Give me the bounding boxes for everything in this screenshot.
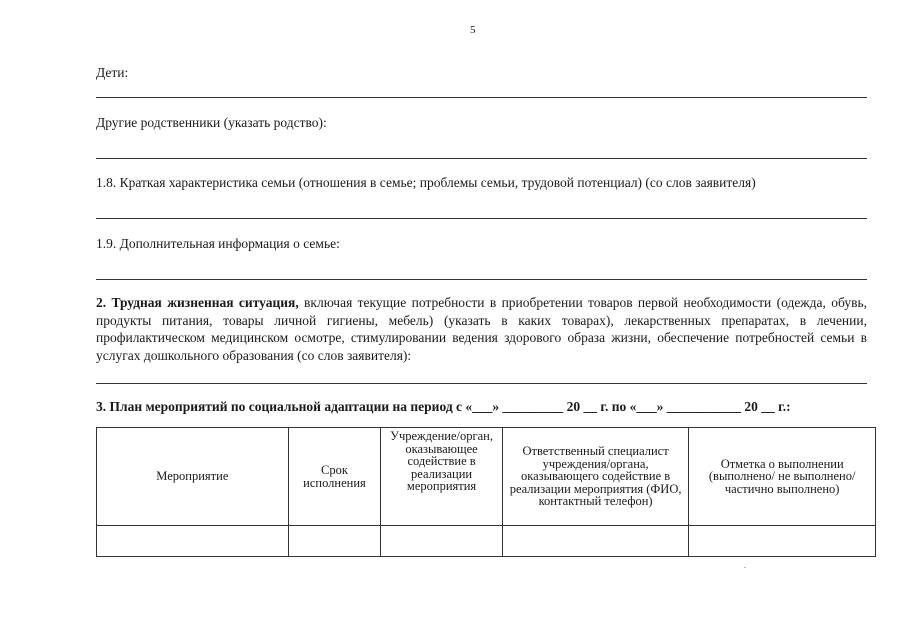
- section2-heading: 2. Трудная жизненная ситуация,: [96, 295, 299, 310]
- table-row: [97, 526, 876, 557]
- other-relatives-label: Другие родственники (указать родство):: [96, 115, 327, 130]
- table-cell-activity[interactable]: [97, 526, 289, 557]
- children-label: Дети:: [96, 65, 129, 80]
- family-characteristics-label: 1.8. Краткая характеристика семьи (отношения в семье; проблемы семьи, трудовой потенциал) (со слов заявителя): [96, 175, 756, 190]
- table-header-row: [97, 428, 876, 526]
- family-characteristics-answer-line[interactable]: [96, 218, 867, 219]
- section2-text: включая текущие потребности в приобретении товаров первой необходимости (одежда, обувь, продукты питания, товары личной гигиены, мебель) (указать в каких товарах), лекарственных препаратах, в лечении, профилактическом медицинском осмотре, стимулировании ведения здорового образа жизни, обеспечение потребностей семьи в услугах дошкольного образования (со слов заявителя):: [96, 295, 867, 363]
- page-number: 5: [470, 24, 476, 36]
- difficult-situation-paragraph: [96, 294, 867, 364]
- col-header-institution: Учреждение/орган, оказывающее содействие в реализации мероприятия: [381, 428, 503, 526]
- table-cell-institution[interactable]: [381, 526, 503, 557]
- table-cell-deadline[interactable]: [288, 526, 381, 557]
- difficult-situation-answer-line[interactable]: [96, 383, 867, 384]
- col-header-responsible-specialist: Ответственный специалист учреждения/органа, оказывающего содействие в реализации мероприятия (ФИО, контактный телефон): [502, 428, 689, 526]
- section3-heading: 3. План мероприятий по социальной адаптации на период с «___» _________ 20 __ г. по «___» ___________ 20 __ г.:: [96, 399, 791, 414]
- additional-info-label: 1.9. Дополнительная информация о семье:: [96, 236, 340, 251]
- children-answer-line[interactable]: [96, 97, 867, 98]
- scan-speck: [744, 567, 746, 568]
- additional-info-answer-line[interactable]: [96, 279, 867, 280]
- table-cell-completion-mark[interactable]: [689, 526, 876, 557]
- other-relatives-answer-line[interactable]: [96, 158, 867, 159]
- col-header-activity: Мероприятие: [97, 428, 289, 526]
- adaptation-plan-table: [96, 427, 876, 557]
- table-cell-responsible-specialist[interactable]: [502, 526, 689, 557]
- col-header-deadline: Срок исполнения: [288, 428, 381, 526]
- col-header-completion-mark: Отметка о выполнении (выполнено/ не выполнено/ частично выполнено): [689, 428, 876, 526]
